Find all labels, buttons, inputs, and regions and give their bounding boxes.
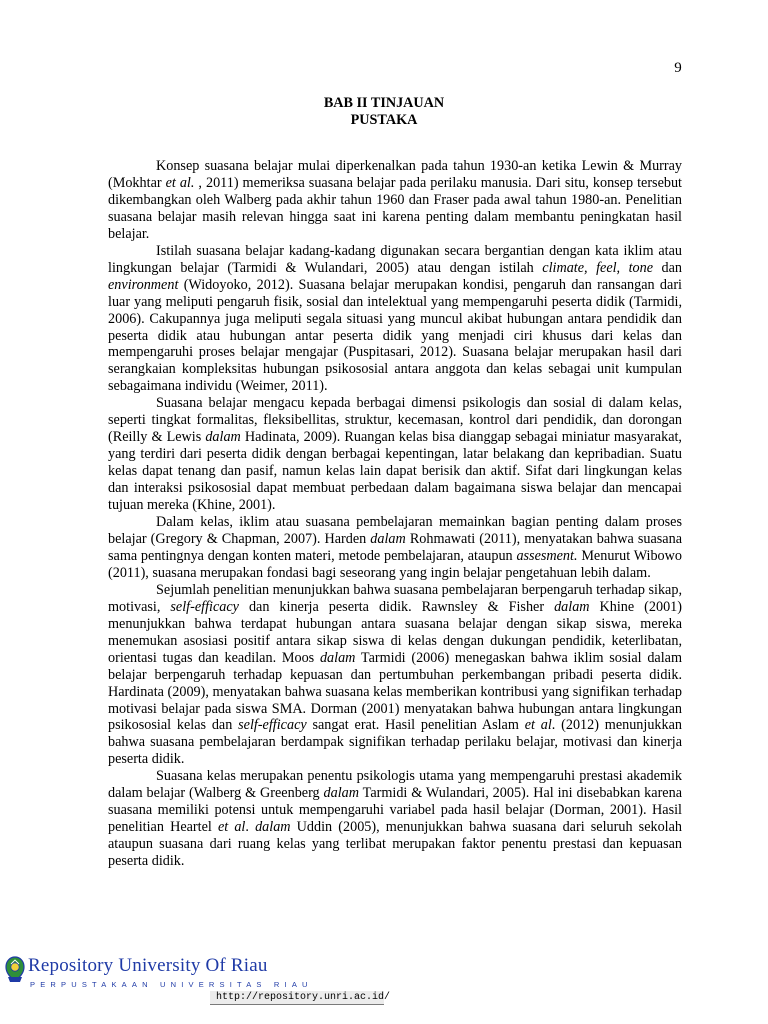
paragraph-1 (108, 158, 682, 243)
italic-run: dalam (319, 649, 356, 666)
italic-run: climate, feel, tone (542, 259, 654, 276)
chapter-title-line-1: BAB II TINJAUAN (323, 95, 445, 111)
italic-run: self-efficacy (238, 717, 307, 734)
text-run: Suasana belajar mengacu kepada berbagai dimensi psikologis dan sosial di dalam kelas, seperti tingkat formalitas, fleksibellitas, struktur, kecemasan, kontrol dari pendidik, dan dorongan (Reilly & Lewis (108, 395, 682, 446)
text-run: sangat erat. Hasil penelitian Aslam (306, 717, 525, 734)
text-run: Uddin (2005), menunjukkan bahwa suasana dari seluruh sekolah ataupun suasana dari ruang kelas yang terlibat merupakan faktor penentu prestasi dan kepuasan peserta didik. (108, 819, 683, 870)
italic-run: dalam (554, 598, 590, 615)
unri-emblem-icon (2, 955, 28, 985)
text-run: Sejumlah penelitian menunjukkan bahwa suasana pembelajaran berpengaruh terhadap sikap, motivasi, (108, 581, 682, 615)
text-run: Hadinata, 2009). Ruangan kelas bisa dianggap sebagai miniatur masyarakat, yang terdiri dari peserta didik dengan berbagai kepentingan, latar belakang dan kepribadian. Suatu kelas dapat tenang dan pasif, namun kelas lain dapat berisik dan aktif. Sifat dari lingkungan kelas dan interaksi psikososial dapat membuat perbedaan dalam bagaimana siswa belajar dan mencapai tujuan mereka (Khine, 2001). (108, 429, 682, 514)
paragraph-6 (108, 768, 682, 870)
repository-url-link[interactable]: http://repository.unri.ac.id/ (210, 991, 384, 1005)
paragraph-4 (108, 514, 682, 582)
text-run: Menurut Wibowo (2011), suasana merupakan fondasi bagi seseorang yang ingin belajar pengetahuan lebih dalam. (108, 547, 682, 581)
text-run: , 2011) memeriksa suasana belajar pada perilaku manusia. Dari situ, konsep tersebut dikembangkan oleh Walberg pada akhir tahun 1960 dan Fraser pada awal tahun 1980-an. Penelitian suasana belajar masih relevan hingga saat ini karena penting dalam membantu peningkatan hasil belajar. (108, 174, 682, 242)
repository-title: Repository University Of Riau (28, 955, 268, 976)
italic-run: dalam (323, 785, 360, 802)
italic-run: environment (108, 276, 179, 293)
library-subtitle: PERPUSTAKAAN UNIVERSITAS RIAU (30, 980, 313, 989)
italic-run: dalam (255, 819, 291, 836)
page-number: 9 (674, 60, 682, 76)
text-run: Dalam kelas, iklim atau suasana pembelajaran memainkan bagian penting dalam proses belajar (Gregory & Chapman, 2007). Harden (108, 514, 682, 547)
text-run: (Widoyoko, 2012). Suasana belajar merupakan kondisi, pengaruh dan ransangan dari luar yang meliputi pengaruh fisik, sosial dan intelektual yang mempengaruhi peserta didik (Tarmidi, 2006). Cakupannya juga meliputi segala situasi yang muncul akibat hubungan antara pendidik dan peserta didik atau hubungan antar peserta didik yang menjadi ciri khusus dari kelas dan mempengaruhi proses belajar mengajar (Puspitasari, 2012). Suasana belajar merupakan hasil dari serangkaian kompleksitas hubungan psikososial antara anggota dan kelas sebagai unit kumpulan sebagaimana individu (Weimer, 2011). (108, 276, 682, 395)
italic-run: et al. (165, 174, 195, 191)
text-run: . (245, 819, 256, 836)
italic-run: assesment. (516, 547, 578, 564)
text-run: Istilah suasana belajar kadang-kadang digunakan secara bergantian dengan kata iklim atau lingkungan belajar (Tarmidi & Wulandari, 2005) atau dengan istilah (108, 242, 682, 276)
text-run: Khine (2001) menunjukkan bahwa terdapat hubungan antara suasana belajar dengan sikap siswa, mereka menemukan asosiasi positif antara sikap siswa di kelas dengan dukungan pendidik, keterlibatan, orientasi tugas dan keadilan. Moos (108, 598, 682, 666)
text-run: Rohmawati (2011), menyatakan bahwa suasana sama pentingnya dengan konten materi, metode pembelajaran, ataupun (108, 530, 682, 564)
chapter-title-line-2: PUSTAKA (350, 112, 418, 128)
italic-run: dalam (370, 530, 406, 547)
text-run: Tarmidi & Wulandari, 2005). Hal ini disebabkan karena suasana memiliki potensi untuk mempengaruhi variabel pada hasil belajar (Dorman, 2001). Hasil penelitian Heartel (108, 785, 682, 836)
paragraph-2 (108, 243, 682, 396)
paragraph-3 (108, 395, 682, 514)
text-run: Konsep suasana belajar mulai diperkenalkan pada tahun 1930-an ketika Lewin & Murray (Mokhtar (108, 158, 682, 191)
text-run: Suasana kelas merupakan penentu psikologis utama yang mempengaruhi prestasi akademik dalam belajar (Walberg & Greenberg (108, 768, 682, 802)
body-text (108, 158, 682, 870)
italic-run: et al (217, 819, 246, 836)
italic-run: self-efficacy (170, 598, 239, 615)
text-run: . (2012) menunjukkan bahwa suasana pembelajaran berdampak signifikan terhadap perilaku belajar, motivasi dan kinerja peserta didik. (108, 717, 683, 768)
italic-run: et al (524, 717, 552, 734)
text-run: dan kinerja peserta didik. Rawnsley & Fisher (238, 598, 555, 615)
paragraph-5 (108, 582, 682, 768)
italic-run: dalam (205, 429, 241, 446)
text-run: Tarmidi (2006) menegaskan bahwa iklim sosial dalam belajar berpengaruh terhadap kepuasan dan pertumbuhan perkembangan pribadi peserta didik. Hardinata (2009), menyatakan bahwa suasana kelas memberikan kontribusi yang signifikan terhadap motivasi belajar pada siswa SMA. Dorman (2001) menyatakan bahwa hubungan antara lingkungan psikososial kelas dan (108, 649, 682, 734)
text-run: dan (653, 259, 682, 276)
chapter-title (0, 95, 768, 129)
